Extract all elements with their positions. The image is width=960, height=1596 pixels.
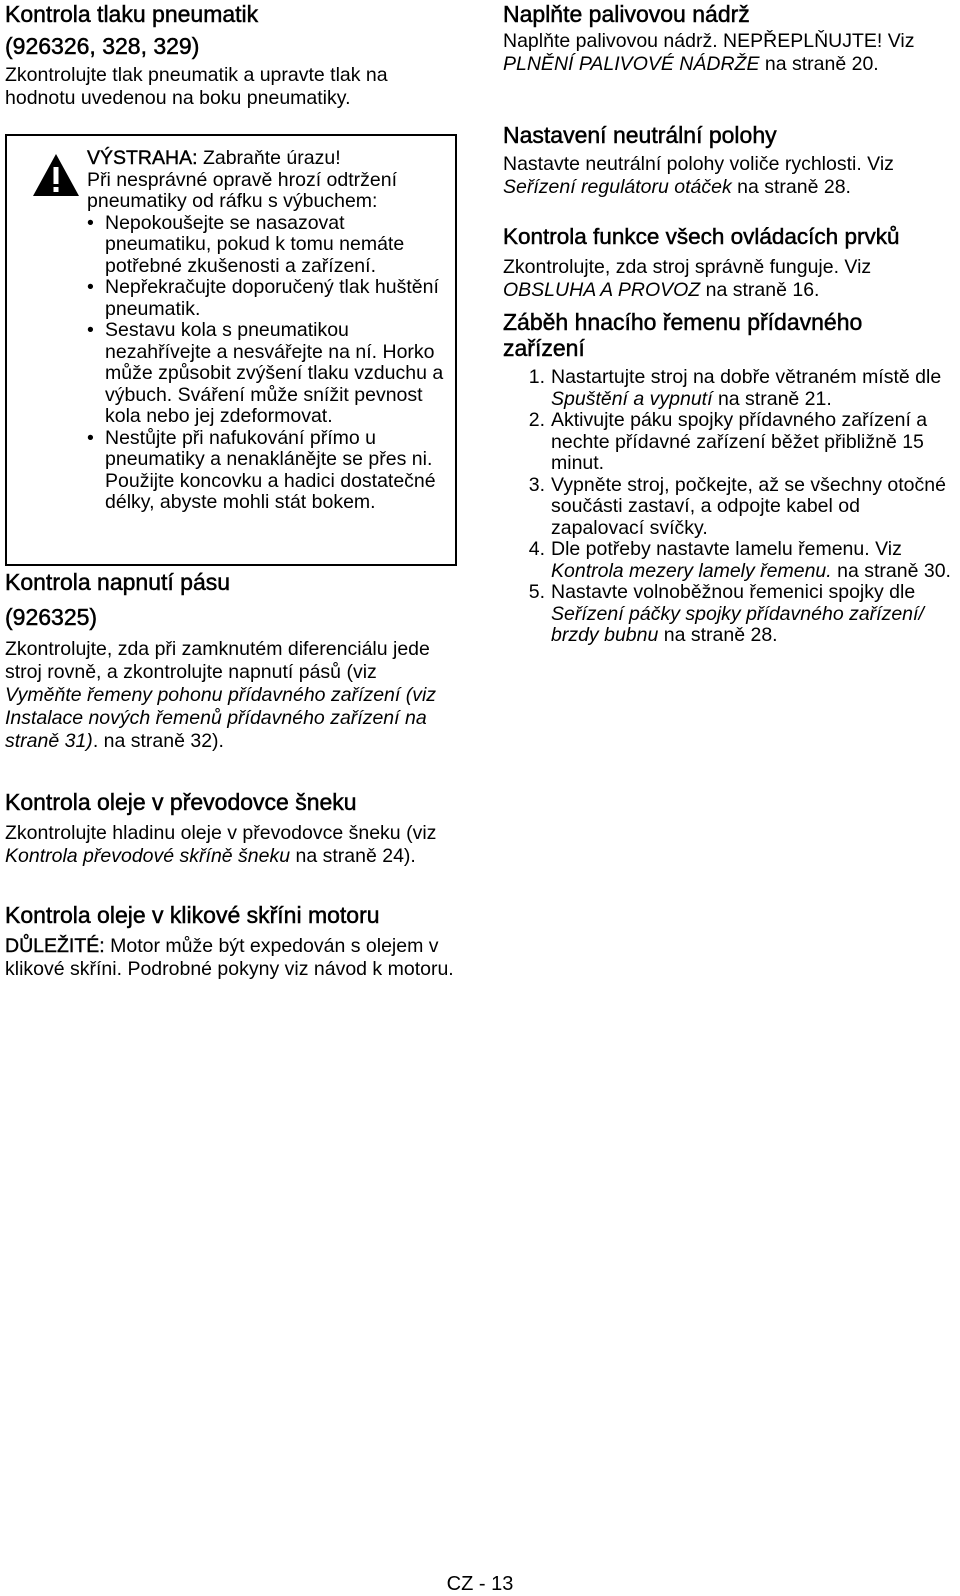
- cross-reference-link[interactable]: OBSLUHA A PROVOZ: [503, 279, 701, 301]
- warning-title: [87, 148, 447, 170]
- warning-title-rest: Zabraňte úrazu!: [197, 147, 341, 169]
- step-number: 4.: [528, 538, 545, 560]
- section-heading: Kontrola napnutí pásu: [5, 569, 231, 595]
- list-item: [503, 475, 953, 540]
- section-heading: Kontrola oleje v klikové skříni motoru: [5, 902, 380, 928]
- warning-bullet-text: Nestůjte při nafukování přímo u pneumatiky a nenaklánějte se přes ni. Použijte koncovku a hadici dostatečné délky, abyste mohli stát bokem.: [105, 426, 436, 513]
- list-item: [503, 410, 953, 475]
- step-text: Vypněte stroj, počkejte, až se všechny otočné součásti zastaví, a odpojte kabel od zapalovací svíčky.: [551, 473, 946, 539]
- warning-bullet: • Nestůjte při nafukování přímo u pneumatiky a nenaklánějte se přes ni. Použijte koncovku a hadici dostatečné délky, abyste mohli stát bokem.: [87, 428, 447, 514]
- body-text: na straně 28.: [731, 176, 851, 198]
- list-item: [503, 367, 953, 410]
- body-text: na straně 16.: [700, 279, 820, 301]
- warning-bullet-text: Nepokoušejte se nasazovat pneumatiku, pokud k tomu nemáte potřebné zkušenosti a zařízení.: [105, 211, 405, 277]
- section-body: [503, 153, 953, 199]
- body-text: Motor může být expedován s olejem v klikové skříni. Podrobné pokyny viz návod k motoru.: [5, 935, 454, 980]
- body-text: Zkontrolujte, zda při zamknutém diferenciálu jede stroj rovně, a zkontrolujte napnutí pásů (viz: [5, 638, 430, 683]
- step-number: 1.: [528, 366, 545, 388]
- body-text: na straně 20.: [759, 53, 879, 75]
- step-text: na straně 30.: [831, 559, 951, 582]
- belt-tension-section: [5, 566, 455, 753]
- warning-text: [87, 148, 447, 514]
- step-number: 3.: [528, 473, 545, 496]
- warning-triangle-icon: [31, 152, 81, 198]
- step-text: Dle potřeby nastavte lamelu řemenu. Viz: [551, 538, 902, 560]
- step-number: 5.: [528, 581, 545, 603]
- cross-reference-link[interactable]: Seřízení páčky spojky přídavného zařízení/ brzdy bubnu: [551, 602, 924, 646]
- section-body: [5, 638, 455, 753]
- section-heading: Záběh hnacího řemenu přídavného zařízení: [503, 309, 863, 361]
- warning-label: VÝSTRAHA:: [87, 147, 198, 169]
- step-text: na straně 21.: [712, 387, 832, 410]
- break-in-section: [503, 309, 953, 647]
- body-text: . na straně 32).: [92, 730, 224, 752]
- cross-reference-link[interactable]: Kontrola převodové skříně šneku: [5, 845, 291, 867]
- page-number: CZ - 13: [446, 1573, 514, 1595]
- body-text: Naplňte palivovou nádrž. NEPŘEPLŇUJTE! Viz: [503, 30, 915, 52]
- body-text: Zkontrolujte hladinu oleje v převodovce šneku (viz: [5, 822, 437, 844]
- section-heading-parts: (926326, 328, 329): [5, 33, 200, 59]
- cross-reference-link[interactable]: Kontrola mezery lamely řemenu.: [551, 559, 832, 582]
- crankcase-oil-section: [5, 899, 455, 981]
- step-text: Aktivujte páku spojky přídavného zařízení a nechte přídavné zařízení běžet přibližně 15 minut.: [551, 409, 928, 474]
- section-heading: Kontrola tlaku pneumatik: [5, 1, 259, 27]
- steps-list: [503, 367, 953, 647]
- warning-bullet-text: Sestavu kola s pneumatikou nezahřívejte a nesvářejte na ní. Horko může způsobit zvýšení tlaku vzduchu a výbuch. Sváření může snížit pevnost kola nebo jej zdeformovat.: [105, 319, 444, 427]
- section-heading: Kontrola oleje v převodovce šneku: [5, 789, 357, 815]
- warning-bullet: • Sestavu kola s pneumatikou nezahřívejte a nesvářejte na ní. Horko může způsobit zvýšení tlaku vzduchu a výbuch. Sváření může snížit pevnost kola nebo jej zdeformovat.: [87, 320, 447, 428]
- body-text: Nastavte neutrální polohy voliče rychlosti. Viz: [503, 153, 894, 175]
- section-heading-parts: (926325): [5, 604, 98, 630]
- fuel-section: [503, 0, 953, 76]
- warning-bullet: • Nepokoušejte se nasazovat pneumatiku, pokud k tomu nemáte potřebné zkušenosti a zařízení.: [87, 213, 447, 278]
- list-item: [503, 539, 953, 582]
- section-body: [503, 256, 923, 302]
- tire-pressure-section: [5, 0, 455, 110]
- step-text: na straně 28.: [658, 624, 778, 646]
- section-body: [503, 30, 943, 76]
- step-text: Nastavte volnoběžnou řemenici spojky dle: [551, 581, 916, 603]
- body-text: na straně 24).: [290, 845, 416, 867]
- warning-intro: Při nesprávné opravě hrozí odtržení pneumatiky od ráfku s výbuchem:: [87, 168, 398, 212]
- neutral-section: [503, 119, 953, 199]
- cross-reference-link[interactable]: Vyměňte řemeny pohonu přídavného zařízení (viz Instalace nových řemenů přídavného zařízení na straně 31): [5, 684, 437, 752]
- cross-reference-link[interactable]: Seřízení regulátoru otáček: [503, 176, 732, 198]
- cross-reference-link[interactable]: Spuštění a vypnutí: [551, 387, 713, 410]
- controls-section: [503, 221, 953, 302]
- step-text: Nastartujte stroj na dobře větraném místě dle: [551, 366, 942, 388]
- section-body: [5, 822, 450, 868]
- cross-reference-link[interactable]: PLNĚNÍ PALIVOVÉ NÁDRŽE: [503, 53, 760, 75]
- section-body: Zkontrolujte tlak pneumatik a upravte tlak na hodnotu uvedenou na boku pneumatiky.: [5, 64, 388, 109]
- warning-bullet: • Nepřekračujte doporučený tlak huštění pneumatik.: [87, 277, 447, 320]
- list-item: [503, 582, 953, 647]
- section-heading: Naplňte palivovou nádrž: [503, 1, 750, 27]
- warning-box: [5, 134, 457, 566]
- warning-bullet-text: Nepřekračujte doporučený tlak huštění pneumatik.: [105, 276, 439, 320]
- important-label: DŮLEŽITÉ:: [5, 935, 105, 957]
- section-heading: Kontrola funkce všech ovládacích prvků: [503, 224, 900, 249]
- auger-oil-section: [5, 786, 455, 868]
- section-body: [5, 935, 455, 981]
- body-text: Zkontrolujte, zda stroj správně funguje. Viz: [503, 256, 872, 278]
- step-number: 2.: [528, 409, 545, 431]
- section-heading: Nastavení neutrální polohy: [503, 122, 777, 148]
